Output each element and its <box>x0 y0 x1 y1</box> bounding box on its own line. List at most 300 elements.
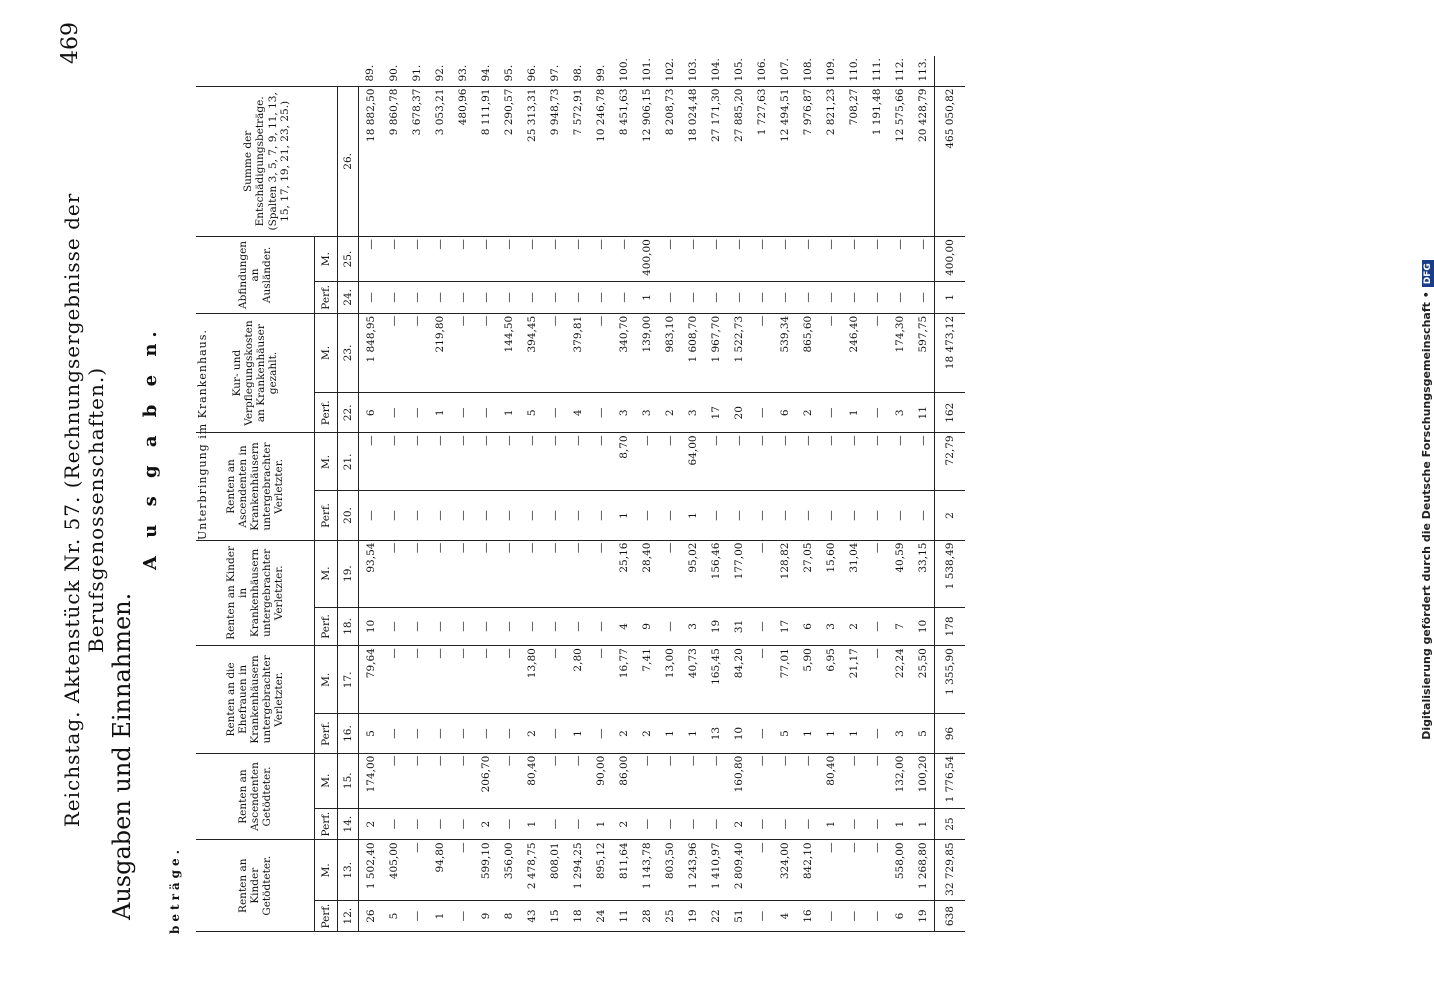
table-cell: 2 809,40 <box>727 840 750 901</box>
table-cell: 3 678,37 <box>405 86 428 237</box>
table-cell: 1 143,78 <box>635 840 658 901</box>
table-cell: — <box>658 281 681 313</box>
table-cell: 84,20 <box>727 646 750 714</box>
row-number: 108. <box>796 56 819 86</box>
column-label-3: Renten an die Ehefrauen in Krankenhäusern untergebrachter Verletzter. <box>196 646 315 753</box>
table-cell: — <box>382 281 405 313</box>
table-cell: 165,45 <box>704 646 727 714</box>
table-cell: — <box>773 281 796 313</box>
table-cell: 13,00 <box>658 646 681 714</box>
table-cell: — <box>589 237 612 282</box>
table-cell: 2 478,75 <box>520 840 543 901</box>
table-cell: — <box>405 491 428 540</box>
table-cell: 28,40 <box>635 540 658 607</box>
table-cell: — <box>773 433 796 491</box>
table-cell: — <box>589 281 612 313</box>
table-cell: — <box>842 840 865 901</box>
column-index: 13. <box>338 840 359 901</box>
table-row <box>704 56 727 932</box>
table-cell: 1 <box>520 808 543 840</box>
table-cell: — <box>520 237 543 282</box>
table-cell: 11 <box>911 393 935 433</box>
table-cell: — <box>428 646 451 714</box>
column-index: 12. <box>338 901 359 932</box>
table-cell: 25 313,31 <box>520 86 543 237</box>
column-label-7: Abfindungen an Ausländer. <box>196 237 315 314</box>
table-cell: 379,81 <box>566 313 589 392</box>
column-label-6: Kur- und Verpflegungskosten an Krankenhäuser gezahlt. <box>196 313 315 433</box>
table-cell: 4 <box>612 607 635 645</box>
table-cell: 219,80 <box>428 313 451 392</box>
table-cell: — <box>497 433 520 491</box>
table-cell: — <box>474 607 497 645</box>
table-cell: — <box>451 901 474 932</box>
table-cell: 25 <box>658 901 681 932</box>
table-cell: — <box>888 237 911 282</box>
table-row <box>865 56 888 932</box>
total-cell: 72,79 <box>935 433 966 491</box>
table-cell: — <box>704 808 727 840</box>
table-cell: — <box>681 281 704 313</box>
table-cell: — <box>589 607 612 645</box>
total-cell: 1 <box>935 281 966 313</box>
total-cell: 96 <box>935 714 966 753</box>
table-cell: 43 <box>520 901 543 932</box>
table-cell: — <box>405 840 428 901</box>
table-cell: — <box>865 540 888 607</box>
table-cell: 2 <box>520 714 543 753</box>
table-cell: 25,50 <box>911 646 935 714</box>
table-cell: — <box>405 808 428 840</box>
betraege-label: beträge. <box>168 846 182 934</box>
table-cell: 10 <box>727 714 750 753</box>
table-cell: — <box>658 433 681 491</box>
table-body <box>359 56 966 932</box>
table-cell: 8 111,91 <box>474 86 497 237</box>
table-cell: 12 575,66 <box>888 86 911 237</box>
table-cell: — <box>704 433 727 491</box>
table-cell: — <box>865 901 888 932</box>
table-cell: 9 860,78 <box>382 86 405 237</box>
column-index: 20. <box>338 491 359 540</box>
column-index: 14. <box>338 808 359 840</box>
table-cell: 27 171,30 <box>704 86 727 237</box>
table-cell: — <box>842 808 865 840</box>
table-cell: 22 <box>704 901 727 932</box>
table-cell: 18 <box>566 901 589 932</box>
table-cell: — <box>750 607 773 645</box>
table-cell: — <box>750 491 773 540</box>
table-row <box>888 56 911 932</box>
table-cell: — <box>543 646 566 714</box>
table-cell: — <box>865 313 888 392</box>
table-cell: — <box>543 540 566 607</box>
table-cell: — <box>543 491 566 540</box>
table-cell: 8 451,63 <box>612 86 635 237</box>
table-cell: — <box>405 646 428 714</box>
table-cell: 1 294,25 <box>566 840 589 901</box>
total-cell: 162 <box>935 393 966 433</box>
total-cell: 1 538,49 <box>935 540 966 607</box>
table-cell: — <box>658 491 681 540</box>
table-cell: 1 <box>428 393 451 433</box>
table-cell: 1 <box>842 393 865 433</box>
table-row <box>842 56 865 932</box>
table-cell: 394,45 <box>520 313 543 392</box>
table-cell: — <box>451 840 474 901</box>
column-index: 25. <box>338 237 359 282</box>
table-row <box>405 56 428 932</box>
table-cell: — <box>911 281 935 313</box>
table-cell: 6 <box>773 393 796 433</box>
table-cell: 1 <box>612 491 635 540</box>
total-cell: 178 <box>935 607 966 645</box>
table-cell: 6 <box>796 607 819 645</box>
table-cell: — <box>474 281 497 313</box>
table-cell: — <box>842 433 865 491</box>
dfg-logo: DFG <box>1422 260 1434 287</box>
table-cell: — <box>497 491 520 540</box>
table-cell: — <box>612 281 635 313</box>
table-cell: 174,00 <box>359 753 383 808</box>
table-cell: 10 <box>359 607 383 645</box>
table-cell: 8,70 <box>612 433 635 491</box>
table-row <box>796 56 819 932</box>
table-cell: 93,54 <box>359 540 383 607</box>
table-cell: 40,59 <box>888 540 911 607</box>
table-cell: — <box>405 540 428 607</box>
totals-row <box>935 56 966 932</box>
table-cell: — <box>566 540 589 607</box>
table-cell: 2 <box>658 393 681 433</box>
table-cell: — <box>382 313 405 392</box>
table-cell: — <box>566 281 589 313</box>
row-number: 91. <box>405 56 428 86</box>
table-cell: — <box>704 753 727 808</box>
table-row <box>382 56 405 932</box>
table-cell: — <box>612 237 635 282</box>
table-cell: 16,77 <box>612 646 635 714</box>
mark-unit-label: M. <box>315 237 338 282</box>
table-cell: — <box>819 433 842 491</box>
table-cell: 15 <box>543 901 566 932</box>
table-cell: 1 522,73 <box>727 313 750 392</box>
table-cell: 33,15 <box>911 540 935 607</box>
table-cell: 2 <box>612 808 635 840</box>
table-cell: — <box>865 281 888 313</box>
table-cell: 11 <box>612 901 635 932</box>
table-cell: — <box>796 281 819 313</box>
row-number: 93. <box>451 56 474 86</box>
table-cell: 7,41 <box>635 646 658 714</box>
table-row <box>911 56 935 932</box>
table-cell: — <box>520 281 543 313</box>
table-cell: 803,50 <box>658 840 681 901</box>
table-cell: — <box>750 433 773 491</box>
table-cell: — <box>727 281 750 313</box>
pers-unit-label: Perf. <box>315 901 338 932</box>
table-cell: — <box>911 237 935 282</box>
table-cell: — <box>428 607 451 645</box>
table-cell: — <box>865 646 888 714</box>
table-cell: 17 <box>773 607 796 645</box>
table-cell: — <box>451 646 474 714</box>
table-cell: 9 948,73 <box>543 86 566 237</box>
table-cell: 90,00 <box>589 753 612 808</box>
table-row <box>543 56 566 932</box>
table-cell: — <box>543 237 566 282</box>
pers-unit-label: Perf. <box>315 607 338 645</box>
table-cell: — <box>773 491 796 540</box>
table-cell: 3 <box>681 607 704 645</box>
table-cell: — <box>451 808 474 840</box>
mark-unit-label: M. <box>315 753 338 808</box>
table-cell: — <box>543 714 566 753</box>
column-label-2: Renten an Ascendenten Getödteter. <box>196 753 315 840</box>
table-cell: 139,00 <box>635 313 658 392</box>
table-cell: — <box>589 313 612 392</box>
table-cell: 40,73 <box>681 646 704 714</box>
table-cell: 5 <box>359 714 383 753</box>
table-cell: — <box>681 753 704 808</box>
table-cell: 27 885,20 <box>727 86 750 237</box>
table-cell: 3 053,21 <box>428 86 451 237</box>
table-cell: — <box>428 540 451 607</box>
table-cell: — <box>451 714 474 753</box>
table-cell: — <box>520 607 543 645</box>
table-cell: — <box>865 433 888 491</box>
table-cell: — <box>497 808 520 840</box>
total-cell: 2 <box>935 491 966 540</box>
table-cell: 132,00 <box>888 753 911 808</box>
table-row <box>773 56 796 932</box>
table-cell: — <box>359 237 383 282</box>
table-cell: — <box>359 281 383 313</box>
table-cell: — <box>750 901 773 932</box>
table-cell: — <box>474 540 497 607</box>
table-cell: — <box>359 491 383 540</box>
table-cell: 2 <box>474 808 497 840</box>
table-cell: — <box>865 393 888 433</box>
table-cell: — <box>451 540 474 607</box>
table-cell: — <box>520 433 543 491</box>
table-cell: 7 <box>888 607 911 645</box>
total-cell: 25 <box>935 808 966 840</box>
table-cell: 1 243,96 <box>681 840 704 901</box>
table-cell: — <box>750 840 773 901</box>
table-cell: 1 608,70 <box>681 313 704 392</box>
table-cell: 20 <box>727 393 750 433</box>
table-cell: — <box>497 237 520 282</box>
total-cell: 18 473,12 <box>935 313 966 392</box>
table-cell: — <box>635 491 658 540</box>
table-row <box>497 56 520 932</box>
table-cell: 1 <box>497 393 520 433</box>
table-cell: — <box>888 433 911 491</box>
table-cell: — <box>819 313 842 392</box>
column-index: 16. <box>338 714 359 753</box>
row-number: 95. <box>497 56 520 86</box>
pers-unit-label: Perf. <box>315 808 338 840</box>
table-cell: — <box>405 281 428 313</box>
table-cell: — <box>681 237 704 282</box>
table-row <box>589 56 612 932</box>
table-cell: 1 <box>911 808 935 840</box>
table-cell: — <box>750 393 773 433</box>
table-cell: 7 976,87 <box>796 86 819 237</box>
table-cell: — <box>566 491 589 540</box>
total-cell: 1 776,54 <box>935 753 966 808</box>
table-cell: 1 268,80 <box>911 840 935 901</box>
table-cell: 19 <box>704 607 727 645</box>
row-number: 112. <box>888 56 911 86</box>
table-cell: 160,80 <box>727 753 750 808</box>
table-cell: 1 <box>842 714 865 753</box>
mark-unit-label: M. <box>315 840 338 901</box>
table-cell: — <box>819 393 842 433</box>
table-cell: 1 727,63 <box>750 86 773 237</box>
table-cell: 64,00 <box>681 433 704 491</box>
table-cell: — <box>543 393 566 433</box>
table-cell: — <box>382 393 405 433</box>
table-cell: — <box>727 491 750 540</box>
pers-unit-label: Perf. <box>315 281 338 313</box>
summe-label: Summe der Entschädigungsbeträge. (Spalten 3, 5, 7, 9, 11, 13, 15, 17, 19, 21, 23, 25.) <box>196 86 338 237</box>
table-cell: 6 <box>888 901 911 932</box>
table-cell: — <box>405 393 428 433</box>
table-cell: — <box>911 491 935 540</box>
table-cell: — <box>474 313 497 392</box>
table-cell: — <box>405 313 428 392</box>
table-cell: 79,64 <box>359 646 383 714</box>
digitization-credit <box>1420 0 1434 1000</box>
table-cell: 2 290,57 <box>497 86 520 237</box>
row-number: 98. <box>566 56 589 86</box>
table-cell: 100,20 <box>911 753 935 808</box>
table-cell: — <box>750 714 773 753</box>
total-cell: 32 729,85 <box>935 840 966 901</box>
table-cell: — <box>566 433 589 491</box>
row-number: 103. <box>681 56 704 86</box>
table-cell: 5 <box>382 901 405 932</box>
table-cell: — <box>589 491 612 540</box>
row-number: 105. <box>727 56 750 86</box>
table-cell: — <box>543 808 566 840</box>
table-cell: — <box>405 607 428 645</box>
table-row <box>658 56 681 932</box>
table-cell: — <box>566 808 589 840</box>
table-row <box>635 56 658 932</box>
table-cell: — <box>865 237 888 282</box>
table-cell: — <box>911 433 935 491</box>
row-number: 90. <box>382 56 405 86</box>
table-cell: — <box>750 646 773 714</box>
header-index-row <box>338 56 359 932</box>
table-cell: — <box>750 237 773 282</box>
table-cell: 80,40 <box>520 753 543 808</box>
table-cell: — <box>750 281 773 313</box>
table-cell: — <box>566 237 589 282</box>
table-cell: 1 410,97 <box>704 840 727 901</box>
table-cell: — <box>428 808 451 840</box>
table-cell: — <box>451 607 474 645</box>
table-cell: — <box>382 646 405 714</box>
table-cell: 811,64 <box>612 840 635 901</box>
table-cell: 25,16 <box>612 540 635 607</box>
table-cell: 1 <box>819 808 842 840</box>
table-cell: — <box>405 901 428 932</box>
table-cell: — <box>451 491 474 540</box>
table-cell: — <box>704 281 727 313</box>
table-cell: 2 <box>727 808 750 840</box>
table-cell: 2,80 <box>566 646 589 714</box>
table-cell: 340,70 <box>612 313 635 392</box>
total-cell: 1 355,90 <box>935 646 966 714</box>
table-cell: — <box>405 714 428 753</box>
table-row <box>819 56 842 932</box>
table-cell: 539,34 <box>773 313 796 392</box>
table-cell: 3 <box>681 393 704 433</box>
table-cell: — <box>819 840 842 901</box>
table-cell: — <box>497 714 520 753</box>
table-cell: 18 882,50 <box>359 86 383 237</box>
table-cell: — <box>819 491 842 540</box>
table-cell: 597,75 <box>911 313 935 392</box>
table-cell: 1 <box>566 714 589 753</box>
column-index: 17. <box>338 646 359 714</box>
header-labels-row <box>196 56 315 932</box>
row-number: 109. <box>819 56 842 86</box>
table-cell: — <box>865 491 888 540</box>
page-number: 469 <box>58 22 83 64</box>
table-cell: — <box>359 433 383 491</box>
table-cell: 28 <box>635 901 658 932</box>
table-cell: 1 502,40 <box>359 840 383 901</box>
table-row <box>359 56 383 932</box>
table-row <box>727 56 750 932</box>
row-number: 92. <box>428 56 451 86</box>
table-cell: 77,01 <box>773 646 796 714</box>
row-number-header <box>196 56 359 86</box>
column-label-4: Renten an Kinder in Krankenhäusern untergebrachter Verletzter. <box>196 540 315 646</box>
table-cell: 1 <box>589 808 612 840</box>
table-cell: — <box>865 753 888 808</box>
table-cell: 1 967,70 <box>704 313 727 392</box>
table-cell: 174,30 <box>888 313 911 392</box>
table-cell: 246,40 <box>842 313 865 392</box>
table-cell: — <box>635 433 658 491</box>
table-cell: 5 <box>773 714 796 753</box>
table-cell: 16 <box>796 901 819 932</box>
table-cell: — <box>589 646 612 714</box>
table-cell: 10 246,78 <box>589 86 612 237</box>
table-cell: 1 <box>888 808 911 840</box>
table-cell: 1 848,95 <box>359 313 383 392</box>
table-cell: 356,00 <box>497 840 520 901</box>
table-cell: — <box>474 491 497 540</box>
table-cell: 2 <box>842 607 865 645</box>
row-number: 96. <box>520 56 543 86</box>
table-cell: — <box>819 237 842 282</box>
table-cell: — <box>520 540 543 607</box>
table-cell: — <box>750 540 773 607</box>
table-cell: — <box>888 491 911 540</box>
table-cell: — <box>704 237 727 282</box>
table-cell: 177,00 <box>727 540 750 607</box>
table-cell: — <box>796 237 819 282</box>
table-cell: — <box>681 808 704 840</box>
table-cell: — <box>543 433 566 491</box>
